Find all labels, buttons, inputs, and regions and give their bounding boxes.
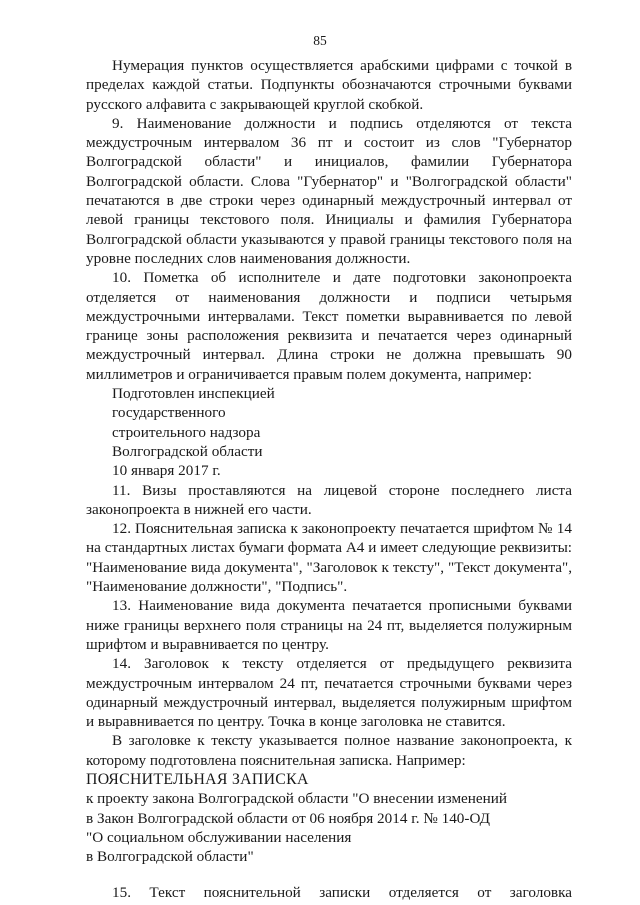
paragraph-numbering: Нумерация пунктов осуществляется арабскими цифрами с точкой в пределах каждой статьи. Подпункты обозначаются строчными буквами русского алфавита с закрывающей круглой скобкой.	[86, 57, 572, 113]
explanatory-note-title: ПОЯСНИТЕЛЬНАЯ ЗАПИСКА	[86, 770, 309, 788]
example-line: строительного надзора	[112, 423, 261, 441]
paragraph-12: 12. Пояснительная записка к законопроекту печатается шрифтом № 14 на стандартных листах бумаги формата А4 и имеет следующие реквизиты: "Наименование вида документа", "Заголовок к тексту", "Текст документа", "Наименование должности", "Подпись".	[86, 520, 572, 596]
example-line: Подготовлен инспекцией	[112, 385, 275, 403]
explanatory-note-example	[86, 770, 572, 866]
paragraph-15: 15. Текст пояснительной записки отделяется от заголовка	[112, 884, 572, 902]
paragraph-11: 11. Визы проставляются на лицевой стороне последнего листа законопроекта в нижней его части.	[86, 481, 572, 518]
title-line: в Волгоградской области"	[86, 848, 254, 866]
page-number: 85	[313, 33, 327, 48]
example-line: 10 января 2017 г.	[112, 462, 221, 480]
document-body	[86, 56, 572, 903]
paragraph-13: 13. Наименование вида документа печатается прописными буквами ниже границы верхнего поля страницы на 24 пт, выделяется полужирным шрифтом и выравнивается по центру.	[86, 597, 572, 653]
paragraph-14-example-intro: В заголовке к тексту указывается полное название законопроекта, к которому подготовлена пояснительная записка. Например:	[86, 732, 572, 769]
paragraph-14: 14. Заголовок к тексту отделяется от предыдущего реквизита междустрочным интервалом 24 пт, печатается строчными буквами через одинарный междустрочный интервал, выделяется полужирным шрифтом и выравнивается по центру. Точка в конце заголовка не ставится.	[86, 655, 572, 731]
example-line: Волгоградской области	[112, 442, 263, 460]
example-line: государственного	[112, 404, 226, 422]
title-line: к проекту закона Волгоградской области "О внесении изменений	[86, 790, 508, 808]
paragraph-10: 10. Пометка об исполнителе и дате подготовки законопроекта отделяется от наименования должности и подписи четырьмя междустрочными интервалами. Текст пометки выравнивается по левой границе зоны расположения реквизита и печатается через одинарный междустрочный интервал. Длина строки не должна превышать 90 миллиметров и ограничивается правым полем документа, например:	[86, 269, 572, 383]
title-line: в Закон Волгоградской области от 06 ноября 2014 г. № 140-ОД	[86, 809, 491, 827]
title-line: "О социальном обслуживании населения	[86, 828, 352, 846]
paragraph-9: 9. Наименование должности и подпись отделяются от текста междустрочным интервалом 36 пт и состоит из слов "Губернатор Волгоградской области" и инициалов, фамилии Губернатора Волгоградской области. Слова "Губернатор" и "Волгоградской области" печатаются в две строки через одинарный междустрочный интервал от левой границы текстового поля. Инициалы и фамилия Губернатора Волгоградской области указываются у правой границы текстового поля на уровне последних слов наименования должности.	[86, 114, 572, 267]
executor-note-example	[86, 384, 572, 480]
